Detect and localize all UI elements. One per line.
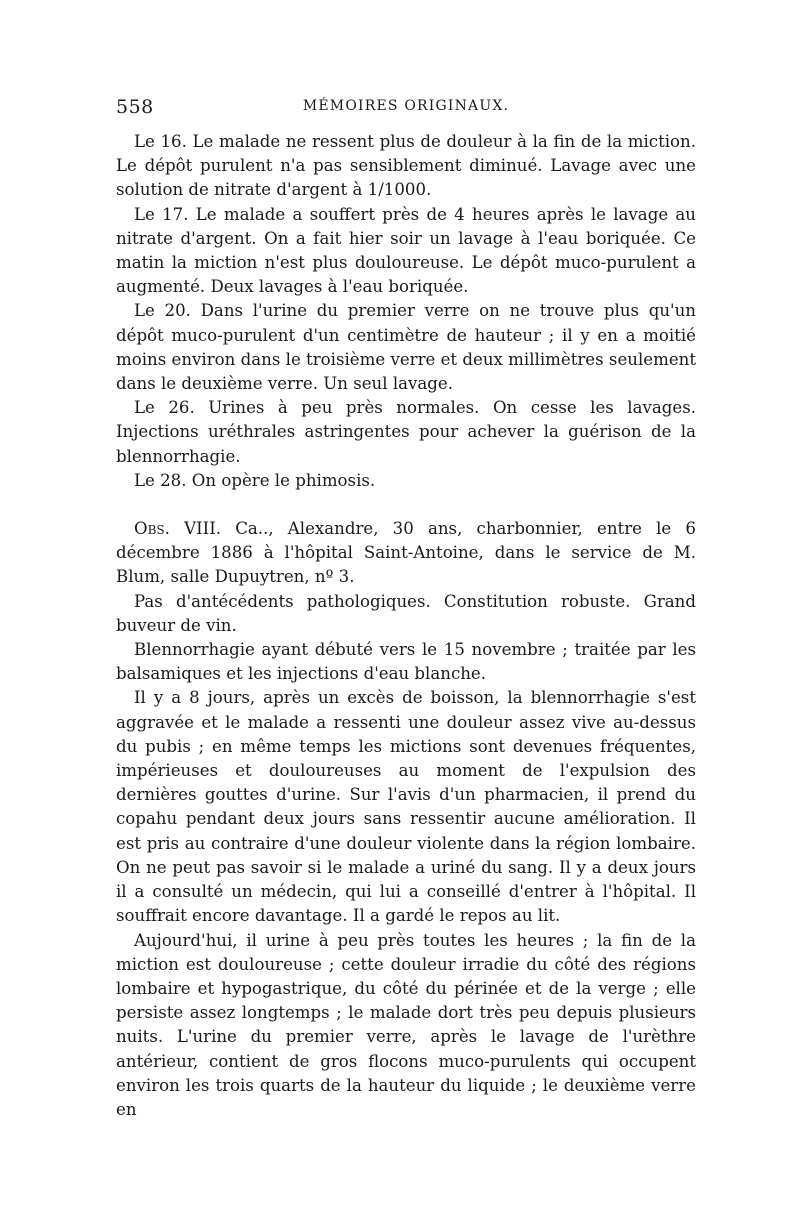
page-header: [116, 96, 696, 126]
observation-intro: [116, 517, 696, 590]
section-gap: [116, 493, 696, 517]
paragraph-day-28: Le 28. On opère le phimosis.: [134, 470, 376, 490]
paragraph-day-17: Le 17. Le malade a souffert près de 4 heures après le lavage au nitrate d'argent. On a fait hier soir un lavage à l'eau boriquée. Ce matin la miction n'est plus douloureuse. Le dépôt muco-purulent a augmenté. Deux lavages à l'eau boriquée.: [116, 204, 696, 297]
running-title: MÉMOIRES ORIGINAUX.: [302, 98, 510, 114]
paragraph-today: Aujourd'hui, il urine à peu près toutes les heures ; la fin de la miction est douloureuse ; cette douleur irradie du côté des régions lombaire et hypogastrique, du côté du périnée et de la verge ; elle persiste assez longtemps ; le malade dort très peu depuis plusieurs nuits. L'urine du premier verre, après le lavage de l'urèthre antérieur, contient de gros flocons muco-purulents qui occupent environ les trois quarts de la hauteur du liquide ; le deuxième verre en: [116, 930, 696, 1119]
observation-label: Obs. VIII.: [134, 519, 222, 539]
paragraph-day-26: Le 26. Urines à peu près normales. On cesse les lavages. Injections uréthrales astringentes pour achever la guérison de la blennorrhagie.: [116, 398, 696, 466]
observation-intro-text: Ca.., Alexandre, 30 ans, charbonnier, entre le 6 décembre 1886 à l'hôpital Saint-Antoine, dans le service de M. Blum, salle Dupuytren, nº 3.: [116, 519, 696, 587]
paragraph-day-20: Le 20. Dans l'urine du premier verre on ne trouve plus qu'un dépôt muco-purulent d'un centimètre de hauteur ; il y en a moitié moins environ dans le troisième verre et deux millimètres seulement dans le deuxième verre. Un seul lavage.: [116, 301, 696, 394]
paragraph-antecedents: Pas d'antécédents pathologiques. Constitution robuste. Grand buveur de vin.: [116, 591, 696, 635]
body-text: [116, 130, 696, 1122]
book-page: [116, 96, 696, 1122]
page-number: 558: [116, 96, 154, 118]
paragraph-day-16: Le 16. Le malade ne ressent plus de douleur à la fin de la miction. Le dépôt purulent n'a pas sensiblement diminué. Lavage avec une solution de nitrate d'argent à 1/1000.: [116, 132, 696, 200]
paragraph-blennorrhagie: Blennorrhagie ayant débuté vers le 15 novembre ; traitée par les balsamiques et les injections d'eau blanche.: [116, 640, 696, 684]
paragraph-history: Il y a 8 jours, après un excès de boisson, la blennorrhagie s'est aggravée et le malade a ressenti une douleur assez vive au-dessus du pubis ; en même temps les mictions sont devenues fréquentes, impérieuses et douloureuses au moment de l'expulsion des dernières gouttes d'urine. Sur l'avis d'un pharmacien, il prend du copahu pendant deux jours sans ressentir aucune amélioration. Il est pris au contraire d'une douleur violente dans la région lombaire. On ne peut pas savoir si le malade a uriné du sang. Il y a deux jours il a consulté un médecin, qui lui a conseillé d'entrer à l'hôpital. Il souffrait encore davantage. Il a gardé le repos au lit.: [116, 688, 696, 926]
